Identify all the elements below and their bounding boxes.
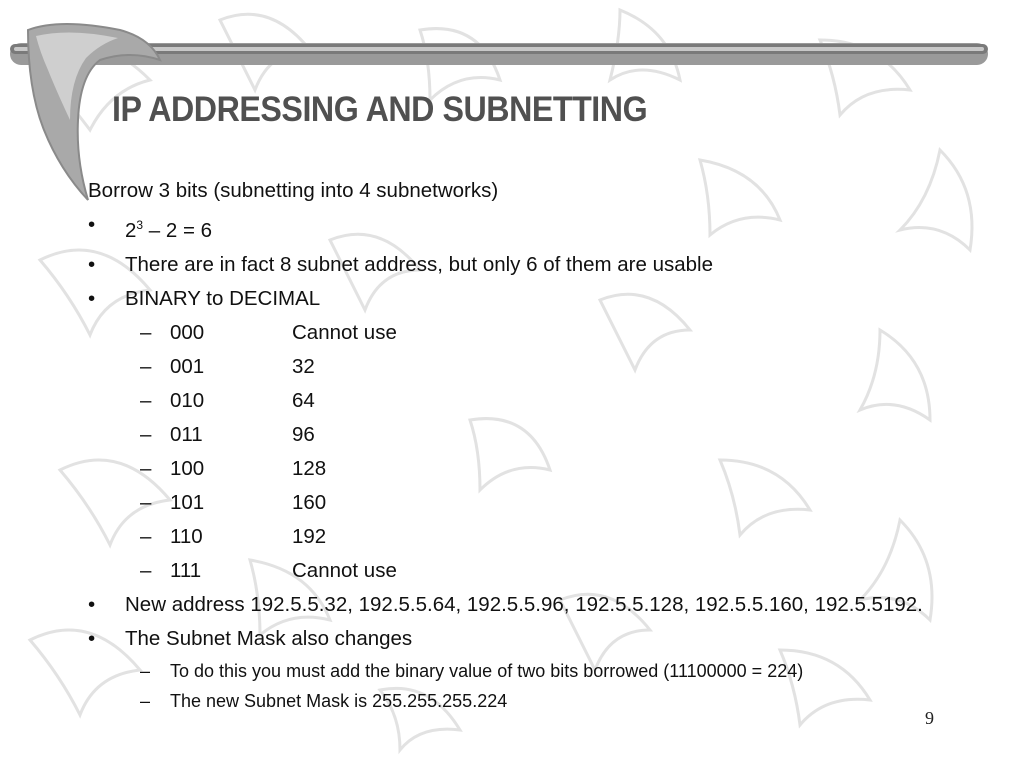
binary-row [88,554,928,588]
binary-value: 011 [170,423,203,446]
sub-item-text: To do this you must add the binary value of two bits borrowed (11100000 = 224) [170,661,804,681]
decimal-value: 96 [292,423,315,446]
mask-sub-item [88,686,928,716]
bullet-text: The Subnet Mask also changes [125,627,413,650]
mask-sub-item [88,656,928,686]
intro-line: Borrow 3 bits (subnetting into 4 subnetworks) [88,179,499,202]
binary-value: 110 [170,525,203,548]
page-number: 9 [925,708,934,728]
decimal-value: 192 [292,525,327,548]
binary-row [88,486,928,520]
dash-icon: – [140,457,152,480]
decimal-value: Cannot use [292,321,397,344]
dash-icon: – [140,661,151,681]
dash-icon: – [140,491,152,514]
binary-row [88,418,928,452]
binary-row [88,520,928,554]
sub-item-text: The new Subnet Mask is 255.255.255.224 [170,691,508,711]
bullet-subnet-mask [88,622,928,656]
decimal-value: 128 [292,457,327,480]
bullet-icon: • [88,627,96,650]
binary-value: 101 [170,491,205,514]
bullet-subnet-count [88,248,928,282]
bullet-new-address [88,588,928,622]
decimal-value: 32 [292,355,315,378]
dash-icon: – [140,559,152,582]
bullet-text: There are in fact 8 subnet address, but only 6 of them are usable [125,253,714,276]
dash-icon: – [140,423,152,446]
binary-value: 000 [170,321,205,344]
bullet-icon: • [88,287,96,310]
binary-row [88,384,928,418]
bullet-binary-decimal [88,282,928,316]
binary-row [88,316,928,350]
bullet-icon: • [88,593,96,616]
decimal-value: Cannot use [292,559,397,582]
dash-icon: – [140,321,152,344]
binary-value: 111 [170,559,202,582]
binary-row [88,452,928,486]
bullet-text: BINARY to DECIMAL [125,287,321,310]
binary-row [88,350,928,384]
decimal-value: 160 [292,491,327,514]
dash-icon: – [140,389,152,412]
binary-value: 010 [170,389,205,412]
slide-title: IP ADDRESSING AND SUBNETTING [112,90,648,129]
dash-icon: – [140,691,151,711]
slide-content [88,174,928,716]
bullet-icon: • [88,213,96,236]
binary-value: 100 [170,457,205,480]
dash-icon: – [140,525,152,548]
bullet-formula [88,208,928,248]
bullet-text: New address 192.5.5.32, 192.5.5.64, 192.5.5.96, 192.5.5.128, 192.5.5.160, 192.5.5192. [125,593,923,616]
dash-icon: – [140,355,152,378]
formula-base: 2 [125,219,137,242]
formula-rest: – 2 = 6 [143,219,213,242]
decimal-value: 64 [292,389,315,412]
formula-exponent: 3 [136,218,144,232]
binary-value: 001 [170,355,205,378]
bullet-icon: • [88,253,96,276]
